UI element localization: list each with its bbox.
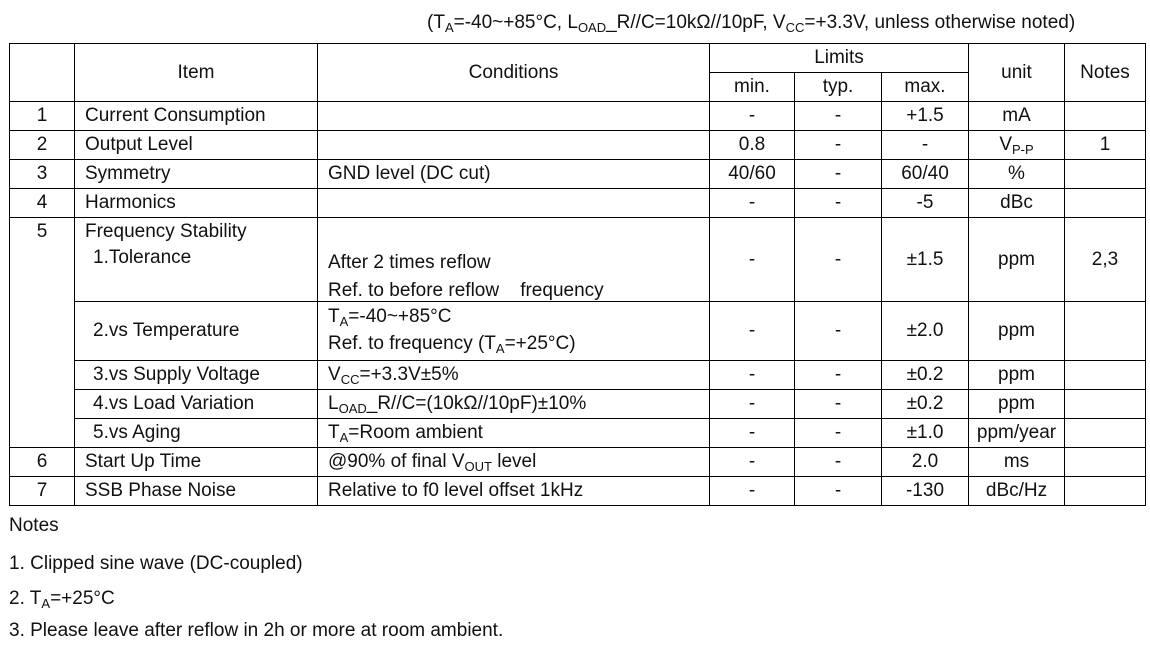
- row-number: 4: [10, 189, 75, 218]
- table-row: [10, 361, 1146, 390]
- row-max: ±0.2: [882, 390, 969, 419]
- test-conditions-line: ($T_A=-40\sim+85^\circ C$, $L_{OAD}\_R//C=10k\Omega//10pF$, $V_{CC}=+3.3V$, unless otherwise noted): [427, 12, 1076, 35]
- sub-item: 3.vs Supply Voltage: [75, 361, 318, 390]
- header-max: max.: [882, 73, 969, 102]
- row-min: -: [710, 302, 795, 361]
- row-max: +1.5: [882, 102, 969, 131]
- row-typ: -: [795, 189, 882, 218]
- row-notes: [1065, 160, 1146, 189]
- note-3: 3. Please leave after reflow in 2h or more at room ambient.: [9, 620, 504, 641]
- sub-item: 5.vs Aging: [75, 419, 318, 448]
- notes-title: Notes: [9, 515, 59, 536]
- row-notes: [1065, 448, 1146, 477]
- table-row: [10, 477, 1146, 506]
- row-max: -: [882, 131, 969, 160]
- row-notes: [1065, 102, 1146, 131]
- row-notes: 2,3: [1065, 218, 1146, 302]
- row-typ: -: [795, 160, 882, 189]
- row-notes: [1065, 189, 1146, 218]
- table-row: [10, 390, 1146, 419]
- row-min: -: [710, 102, 795, 131]
- row-max: ±2.0: [882, 302, 969, 361]
- row-unit: ms: [969, 448, 1065, 477]
- header-unit: unit: [969, 44, 1065, 102]
- row-min: -: [710, 419, 795, 448]
- sub-item: 4.vs Load Variation: [75, 390, 318, 419]
- table-row: [10, 102, 1146, 131]
- row-typ: -: [795, 390, 882, 419]
- row-notes: [1065, 302, 1146, 361]
- row-number: 7: [10, 477, 75, 506]
- row-unit: mA: [969, 102, 1065, 131]
- row-item: [75, 218, 318, 302]
- row-max: ±0.2: [882, 361, 969, 390]
- row-unit: ppm: [969, 361, 1065, 390]
- row-typ: -: [795, 361, 882, 390]
- row-min: 0.8: [710, 131, 795, 160]
- row-max: ±1.5: [882, 218, 969, 302]
- row-conditions: $L_{OAD}\_R//C=(10k\Omega//10pF)\pm 10\%$: [318, 390, 710, 419]
- row-item: Output Level: [75, 131, 318, 160]
- header-notes: Notes: [1065, 44, 1146, 102]
- row-max: 2.0: [882, 448, 969, 477]
- row-notes: 1: [1065, 131, 1146, 160]
- row-max: -130: [882, 477, 969, 506]
- header-item: Item: [75, 44, 318, 102]
- header-no: [10, 44, 75, 102]
- row-notes: [1065, 390, 1146, 419]
- note-2: 2. $T_A=+25^\circ C$: [9, 588, 115, 611]
- row-min: -: [710, 218, 795, 302]
- table-row: [10, 160, 1146, 189]
- row-unit: ppm: [969, 218, 1065, 302]
- row-min: -: [710, 390, 795, 419]
- row-unit: ppm: [969, 302, 1065, 361]
- row-item: SSB Phase Noise: [75, 477, 318, 506]
- table-row: [10, 218, 1146, 302]
- row-conditions: $T_A=Room$ ambient: [318, 419, 710, 448]
- row-typ: -: [795, 419, 882, 448]
- row-conditions: [318, 131, 710, 160]
- row-item: Harmonics: [75, 189, 318, 218]
- row-notes: [1065, 419, 1146, 448]
- row-typ: -: [795, 477, 882, 506]
- table-row: [10, 189, 1146, 218]
- table-row: [10, 448, 1146, 477]
- row-max: -5: [882, 189, 969, 218]
- row-item: Start Up Time: [75, 448, 318, 477]
- header-limits: Limits: [710, 44, 969, 73]
- row-typ: -: [795, 131, 882, 160]
- row-min: -: [710, 477, 795, 506]
- header-conditions: Conditions: [318, 44, 710, 102]
- row-conditions: $V_{CC}=+3.3V\pm 5\%$: [318, 361, 710, 390]
- row-notes: [1065, 361, 1146, 390]
- row-item: Current Consumption: [75, 102, 318, 131]
- header-min: min.: [710, 73, 795, 102]
- row-min: -: [710, 361, 795, 390]
- table-row: [10, 419, 1146, 448]
- row-number: 1: [10, 102, 75, 131]
- row-typ: -: [795, 302, 882, 361]
- row-max: ±1.0: [882, 419, 969, 448]
- specification-table: [9, 43, 1146, 506]
- row-unit: %: [969, 160, 1065, 189]
- sub-item: 2.vs Temperature: [75, 302, 318, 361]
- row-unit: $V_{P-P}$: [969, 131, 1065, 160]
- row-min: -: [710, 448, 795, 477]
- row-item: Symmetry: [75, 160, 318, 189]
- header-row-1: [10, 44, 1146, 73]
- header-typ: typ.: [795, 73, 882, 102]
- row-number: 2: [10, 131, 75, 160]
- row-number: 6: [10, 448, 75, 477]
- row-conditions: [318, 189, 710, 218]
- row-notes: [1065, 477, 1146, 506]
- row-max: 60/40: [882, 160, 969, 189]
- row-conditions: GND level (DC cut): [318, 160, 710, 189]
- note-1: 1. Clipped sine wave (DC-coupled): [9, 553, 303, 574]
- row-unit: ppm/year: [969, 419, 1065, 448]
- row-typ: -: [795, 218, 882, 302]
- row-number: 5: [10, 218, 75, 448]
- table-row: [10, 131, 1146, 160]
- row-unit: dBc: [969, 189, 1065, 218]
- row-min: 40/60: [710, 160, 795, 189]
- row-conditions: @90% of final $V_{OUT}$ level: [318, 448, 710, 477]
- row-number: 3: [10, 160, 75, 189]
- row-conditions: Relative to f0 level offset 1kHz: [318, 477, 710, 506]
- row-typ: -: [795, 448, 882, 477]
- row-conditions: After 2 times reflow Ref. to before reflow frequency: [318, 218, 710, 302]
- row-unit: dBc/Hz: [969, 477, 1065, 506]
- sub-item: 1.Tolerance: [93, 247, 192, 268]
- table-row: [10, 302, 1146, 361]
- group-title: Frequency Stability: [85, 221, 247, 242]
- row-typ: -: [795, 102, 882, 131]
- row-unit: ppm: [969, 390, 1065, 419]
- row-conditions: $T_A=-40\sim+85^\circ C$ Ref. to frequency $(T_A=+25^\circ C)$: [318, 302, 710, 361]
- row-min: -: [710, 189, 795, 218]
- row-conditions: [318, 102, 710, 131]
